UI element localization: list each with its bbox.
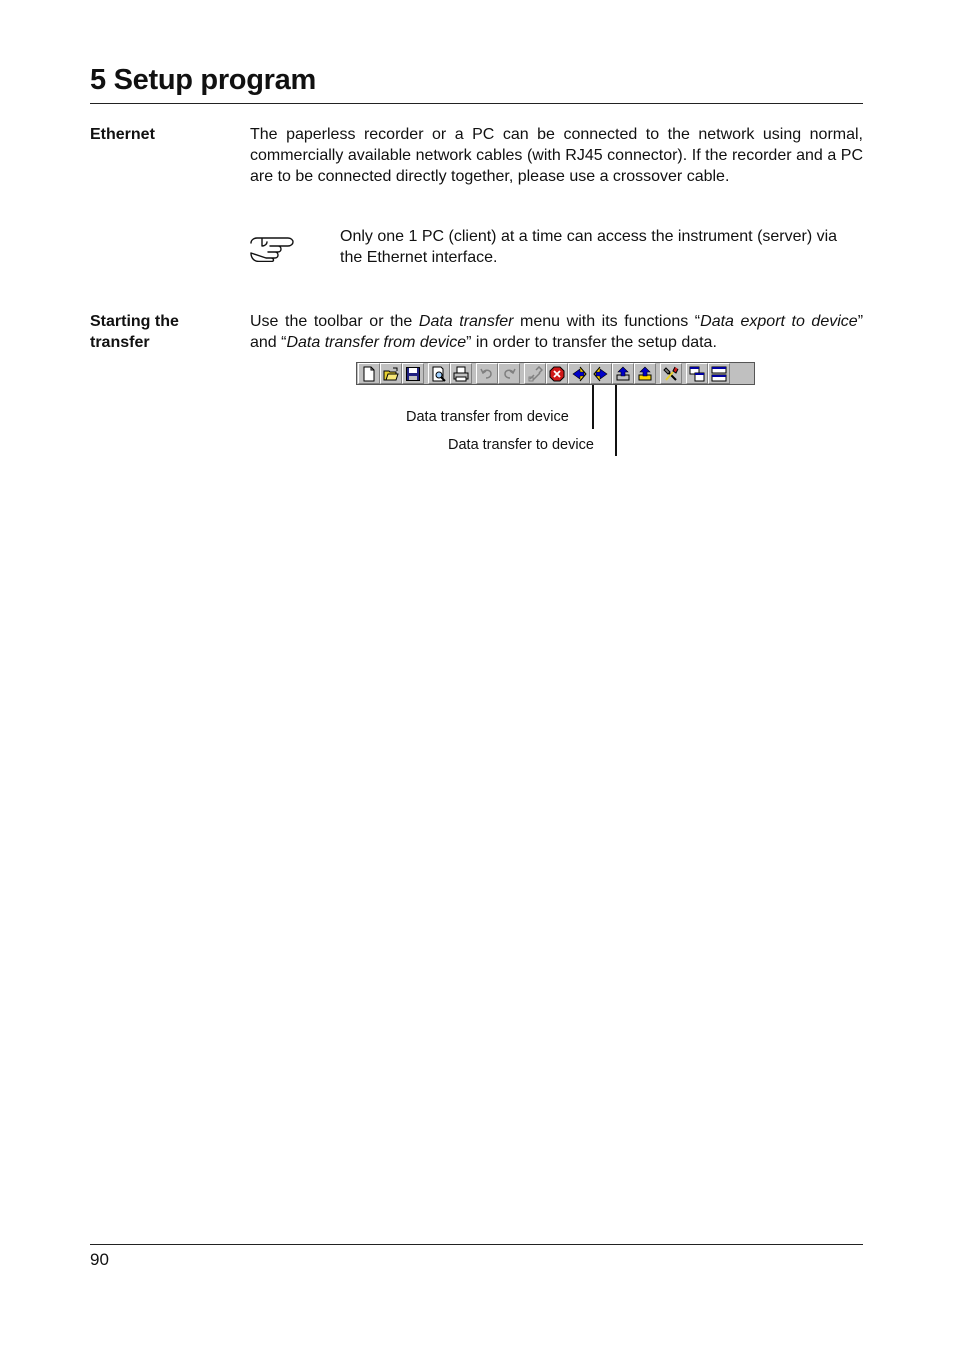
page-number: 90: [90, 1250, 109, 1269]
stop-icon: [549, 366, 565, 382]
header-rule: [90, 103, 863, 104]
link-icon: [527, 366, 543, 382]
section-label-starting-transfer: Starting the transfer: [90, 313, 179, 351]
transfer-text-1: Use the toolbar or the: [250, 313, 419, 330]
tile-windows-button[interactable]: [708, 363, 730, 384]
print-preview-icon: [431, 366, 447, 382]
function-import-name: Data transfer from device: [286, 334, 467, 351]
new-file-icon: [361, 366, 377, 382]
print-button[interactable]: [450, 363, 472, 384]
link-button[interactable]: [524, 363, 546, 384]
stop-button[interactable]: [546, 363, 568, 384]
pointing-hand-icon: [248, 234, 296, 262]
transfer-from-device-button[interactable]: [568, 363, 590, 384]
save-button[interactable]: [402, 363, 424, 384]
download-icon: [637, 366, 653, 382]
callout-from-device: Data transfer from device: [406, 409, 569, 425]
callout-line-to-device: [615, 385, 617, 456]
redo-button[interactable]: [498, 363, 520, 384]
transfer-to-device-button[interactable]: [590, 363, 612, 384]
transfer-text-2: menu with its functions “: [513, 313, 701, 330]
chapter-title: 5 Setup program: [90, 64, 316, 96]
callout-line-from-device: [592, 385, 594, 429]
tile-windows-icon: [711, 366, 727, 382]
new-button[interactable]: [358, 363, 380, 384]
open-button[interactable]: [380, 363, 402, 384]
section-label-ethernet: Ethernet: [90, 126, 155, 143]
print-preview-button[interactable]: [428, 363, 450, 384]
ethernet-note: Only one 1 PC (client) at a time can access the instrument (server) via the Ethernet interface.: [340, 228, 838, 266]
function-export-name: Data export to device: [700, 313, 858, 330]
cascade-windows-icon: [689, 366, 705, 382]
transfer-to-device-icon: [593, 366, 609, 382]
undo-button[interactable]: [476, 363, 498, 384]
ethernet-paragraph: The paperless recorder or a PC can be connected to the network using normal, commercially available network cables (with RJ45 connector). If the recorder and a PC are to be connected directly together, please use a crossover cable.: [250, 126, 863, 185]
save-icon: [405, 366, 421, 382]
download-button[interactable]: [634, 363, 656, 384]
upload-button[interactable]: [612, 363, 634, 384]
redo-icon: [501, 366, 517, 382]
tools-button[interactable]: [660, 363, 682, 384]
transfer-text-3: ” and “: [250, 313, 864, 351]
upload-icon: [615, 366, 631, 382]
callout-to-device: Data transfer to device: [448, 437, 594, 453]
footer-rule: [90, 1244, 863, 1245]
transfer-paragraph: [250, 311, 863, 353]
transfer-text-4: ” in order to transfer the setup data.: [466, 334, 717, 351]
transfer-menu-name: Data transfer: [418, 313, 514, 330]
transfer-from-device-icon: [571, 366, 587, 382]
tools-icon: [663, 366, 679, 382]
toolbar: [356, 362, 755, 385]
undo-icon: [479, 366, 495, 382]
print-icon: [453, 366, 469, 382]
open-folder-icon: [383, 366, 399, 382]
cascade-windows-button[interactable]: [686, 363, 708, 384]
